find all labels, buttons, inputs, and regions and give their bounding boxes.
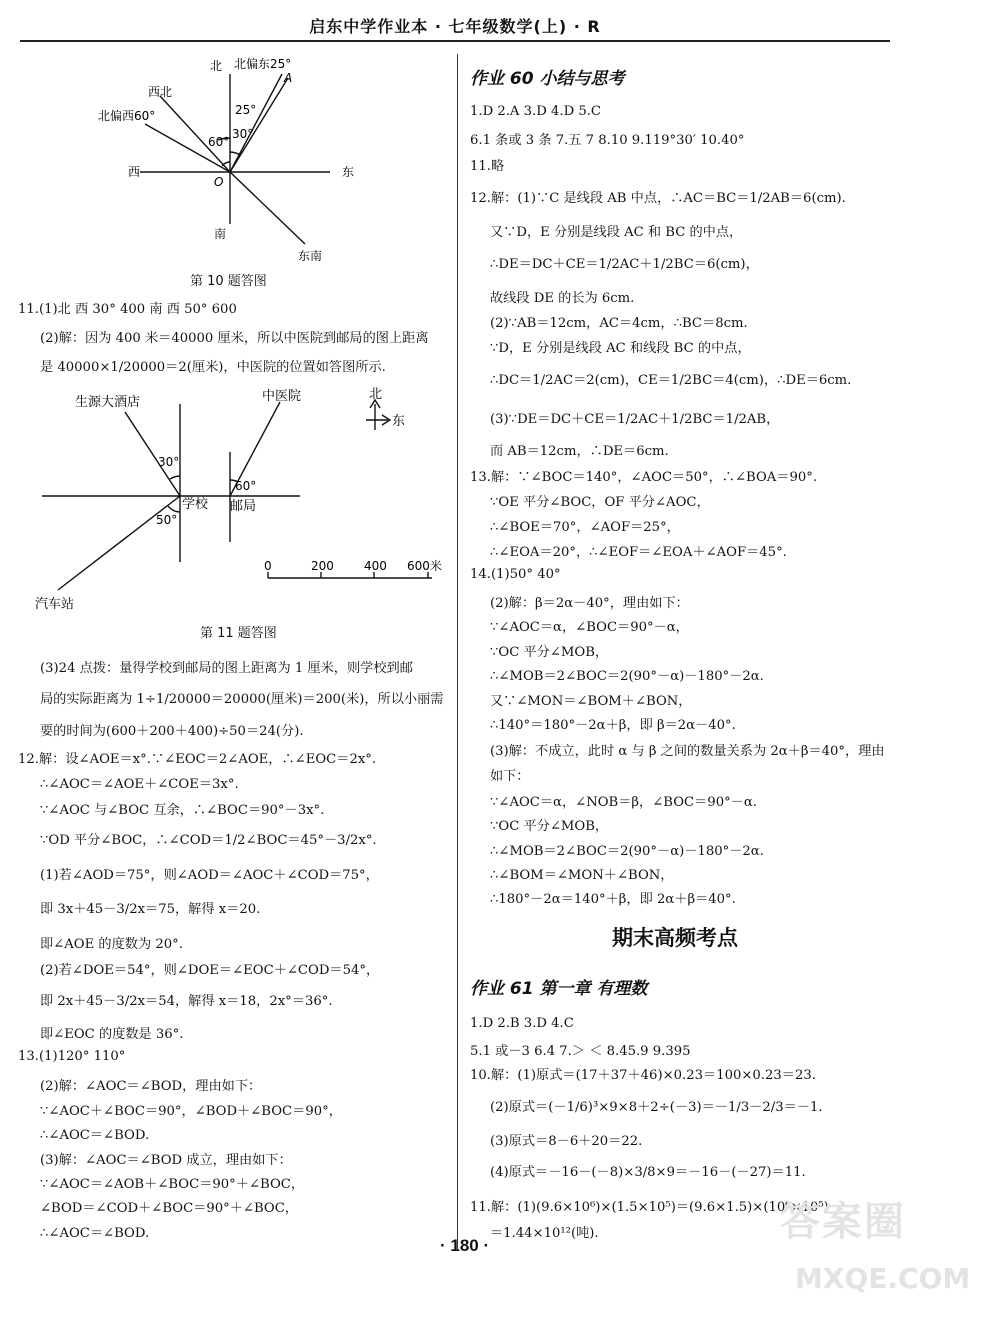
fig11-label: 200 <box>311 559 334 573</box>
answer-line: (2)解：∠AOC＝∠BOD，理由如下： <box>40 1079 262 1094</box>
fig10-label: 南 <box>214 227 227 241</box>
answer-line: ∴∠AOC＝∠BOD. <box>40 1226 150 1241</box>
answer-line: (3)24 点拨：量得学校到邮局的图上距离为 1 厘米，则学校到邮 <box>40 661 413 676</box>
figure-11-caption: 第 11 题答图 <box>200 626 277 641</box>
page-number: · 180 · <box>440 1236 490 1255</box>
answer-line: ∴180°－2α＝140°＋β，即 2α＋β＝40°. <box>490 892 736 907</box>
fig11-label: 东 <box>392 414 406 429</box>
answer-line: 要的时间为(600＋200＋400)÷50＝24(分). <box>40 724 304 739</box>
answer-line: 11.(1)北 西 30° 400 南 西 50° 600 <box>18 302 237 317</box>
fig11-label: 生源大酒店 <box>75 395 141 410</box>
fig11-label: 60° <box>235 479 257 493</box>
answer-line: ∵∠AOC＝α，∠BOC＝90°－α， <box>490 620 689 635</box>
fig11-label: 学校 <box>182 497 209 512</box>
answer-line: ∴∠AOC＝∠BOD. <box>40 1128 150 1143</box>
answer-line: 6.1 条或 3 条 7.五 7 8.10 9.119°30′ 10.40° <box>470 133 745 148</box>
big-title: 期末高频考点 <box>612 926 738 950</box>
answer-line: ∵∠AOC＝α，∠NOB＝β，∠BOC＝90°－α. <box>490 795 757 810</box>
answer-line: ∵OC 平分∠MOB， <box>490 645 609 660</box>
answer-line: 1.D 2.B 3.D 4.C <box>470 1016 574 1031</box>
answer-line: ∵D，E 分别是线段 AC 和线段 BC 的中点， <box>490 341 751 356</box>
fig10-label: 30° <box>232 127 254 141</box>
fig10-label: 北偏西60° <box>98 109 156 123</box>
answer-line: 如下： <box>490 769 530 784</box>
answer-line: ∵∠AOC＝∠AOB＋∠BOC＝90°＋∠BOC， <box>40 1177 305 1192</box>
answer-line: 即∠AOE 的度数为 20°. <box>40 937 183 952</box>
answer-line: (4)原式＝－16－(－8)×3/8×9＝－16－(－27)＝11. <box>490 1165 806 1180</box>
answer-line: ∵OC 平分∠MOB， <box>490 819 609 834</box>
section-title-61: 作业 61 第一章 有理数 <box>470 979 648 999</box>
answer-line: 11.解：(1)(9.6×10⁶)×(1.5×10⁵)＝(9.6×1.5)×(10⁶×10⁵) <box>470 1200 829 1215</box>
fig11-label: 400 <box>364 559 387 573</box>
fig10-label: 西 <box>128 165 141 179</box>
answer-line: 故线段 DE 的长为 6cm. <box>490 291 635 306</box>
page-header: 启东中学作业本 · 七年级数学(上) · R <box>309 17 601 36</box>
answer-line: ＝1.44×10¹²(吨). <box>490 1226 599 1241</box>
fig10-label: 西北 <box>148 85 173 99</box>
answer-line: 即 2x＋45－3/2x＝54，解得 x＝18，2x°＝36°. <box>40 994 333 1009</box>
answer-line: ∴140°＝180°－2α＋β，即 β＝2α－40°. <box>490 718 736 733</box>
answer-line: 又∵∠MON＝∠BOM＋∠BON， <box>490 694 692 709</box>
fig11-label: 中医院 <box>262 389 302 404</box>
header-rule <box>20 40 890 42</box>
answer-line: ∴∠MOB＝2∠BOC＝2(90°－α)－180°－2α. <box>490 844 764 859</box>
answer-line: ∵OE 平分∠BOC，OF 平分∠AOC， <box>490 495 710 510</box>
answer-line: 1.D 2.A 3.D 4.D 5.C <box>470 104 602 119</box>
answer-line: (2)原式＝(－1/6)³×9×8＋2÷(－3)＝－1/3－2/3＝－1. <box>490 1100 823 1115</box>
answer-line: (2)若∠DOE＝54°，则∠DOE＝∠EOC＋∠COD＝54°， <box>40 963 380 978</box>
answer-line: 5.1 或－3 6.4 7.＞ ＜ 8.45.9 9.395 <box>470 1044 691 1059</box>
answer-line: 而 AB＝12cm，∴DE＝6cm. <box>490 444 669 459</box>
watermark-url: MXQE.COM <box>795 1262 971 1295</box>
fig11-label: 邮局 <box>230 499 257 514</box>
answer-line: ∴DC＝1/2AC＝2(cm)，CE＝1/2BC＝4(cm)，∴DE＝6cm. <box>490 373 852 388</box>
fig10-label: 东 <box>342 165 355 179</box>
answer-line: ∴∠MOB＝2∠BOC＝2(90°－α)－180°－2α. <box>490 669 764 684</box>
answer-line: ∴∠BOM＝∠MON＋∠BON， <box>490 868 674 883</box>
answer-line: ∵∠AOC 与∠BOC 互余，∴∠BOC＝90°－3x°. <box>40 803 325 818</box>
fig10-label: O <box>214 175 224 189</box>
fig11-label: 北 <box>369 387 383 402</box>
answer-line: (2)∵AB＝12cm，AC＝4cm，∴BC＝8cm. <box>490 316 748 331</box>
answer-line: 局的实际距离为 1÷1/20000＝20000(厘米)＝200(米)，所以小丽需 <box>40 692 444 707</box>
answer-line: 即∠EOC 的度数是 36°. <box>40 1027 184 1042</box>
answer-line: (2)解：β＝2α－40°，理由如下： <box>490 596 689 611</box>
answer-line: ∴∠AOC＝∠AOE＋∠COE＝3x°. <box>40 777 239 792</box>
watermark-logo: 答案圈 <box>780 1199 906 1245</box>
answer-line: 13.(1)120° 110° <box>18 1049 126 1064</box>
figure-10-caption: 第 10 题答图 <box>190 274 267 289</box>
answer-line: 13.解：∵∠BOC＝140°，∠AOC＝50°，∴∠BOA＝90°. <box>470 470 818 485</box>
answer-line: ∵OD 平分∠BOC，∴∠COD＝1/2∠BOC＝45°－3/2x°. <box>40 833 377 848</box>
answer-line: ∠BOD＝∠COD＋∠BOC＝90°＋∠BOC， <box>40 1201 298 1216</box>
answer-line: 14.(1)50° 40° <box>470 567 561 582</box>
fig10-label: A <box>284 71 293 85</box>
answer-line: (3)原式＝8－6＋20＝22. <box>490 1134 643 1149</box>
figure-10-compass-diagram <box>90 52 380 267</box>
section-title-60: 作业 60 小结与思考 <box>470 69 625 89</box>
answer-line: (3)解：不成立，此时 α 与 β 之间的数量关系为 2α＋β＝40°，理由 <box>490 744 885 759</box>
fig10-label: 60° <box>208 135 230 149</box>
answer-line: (1)若∠AOD＝75°，则∠AOD＝∠AOC＋∠COD＝75°， <box>40 868 379 883</box>
column-divider <box>457 54 458 1249</box>
answer-line: 12.解：设∠AOE＝x°.∵∠EOC＝2∠AOE，∴∠EOC＝2x°. <box>18 752 377 767</box>
fig11-label: 50° <box>156 513 178 527</box>
fig10-label: 北偏东25° <box>234 57 292 71</box>
fig11-label: 汽车站 <box>35 597 75 612</box>
answer-line: ∴∠EOA＝20°，∴∠EOF＝∠EOA＋∠AOF＝45°. <box>490 545 787 560</box>
answer-line: ∴∠BOE＝70°，∠AOF＝25°， <box>490 520 680 535</box>
answer-line: 12.解：(1)∵C 是线段 AB 中点，∴AC＝BC＝1/2AB＝6(cm). <box>470 191 846 206</box>
answer-line: ∵∠AOC＋∠BOC＝90°，∠BOD＋∠BOC＝90°， <box>40 1104 342 1119</box>
figure-11-map-diagram <box>30 382 450 617</box>
answer-line: 又∵D，E 分别是线段 AC 和 BC 的中点， <box>490 225 743 240</box>
answer-line: 11.略 <box>470 159 505 174</box>
answer-line: ∴DE＝DC＋CE＝1/2AC＋1/2BC＝6(cm)， <box>490 257 759 272</box>
fig10-label: 北 <box>210 59 223 73</box>
answer-line: 10.解：(1)原式＝(17＋37＋46)×0.23＝100×0.23＝23. <box>470 1068 816 1083</box>
answer-line: (2)解：因为 400 米＝40000 厘米，所以中医院到邮局的图上距离 <box>40 331 429 346</box>
fig11-label: 30° <box>158 455 180 469</box>
fig11-label: 600米 <box>407 559 442 573</box>
answer-line: 是 40000×1/20000＝2(厘米)，中医院的位置如答图所示. <box>40 360 386 375</box>
fig10-label: 东南 <box>298 249 323 263</box>
fig11-label: 0 <box>264 559 272 573</box>
answer-line: (3)解：∠AOC＝∠BOD 成立，理由如下： <box>40 1153 292 1168</box>
answer-line: (3)∵DE＝DC＋CE＝1/2AC＋1/2BC＝1/2AB， <box>490 412 780 427</box>
fig10-label: 25° <box>235 103 257 117</box>
answer-line: 即 3x＋45－3/2x＝75，解得 x＝20. <box>40 902 261 917</box>
